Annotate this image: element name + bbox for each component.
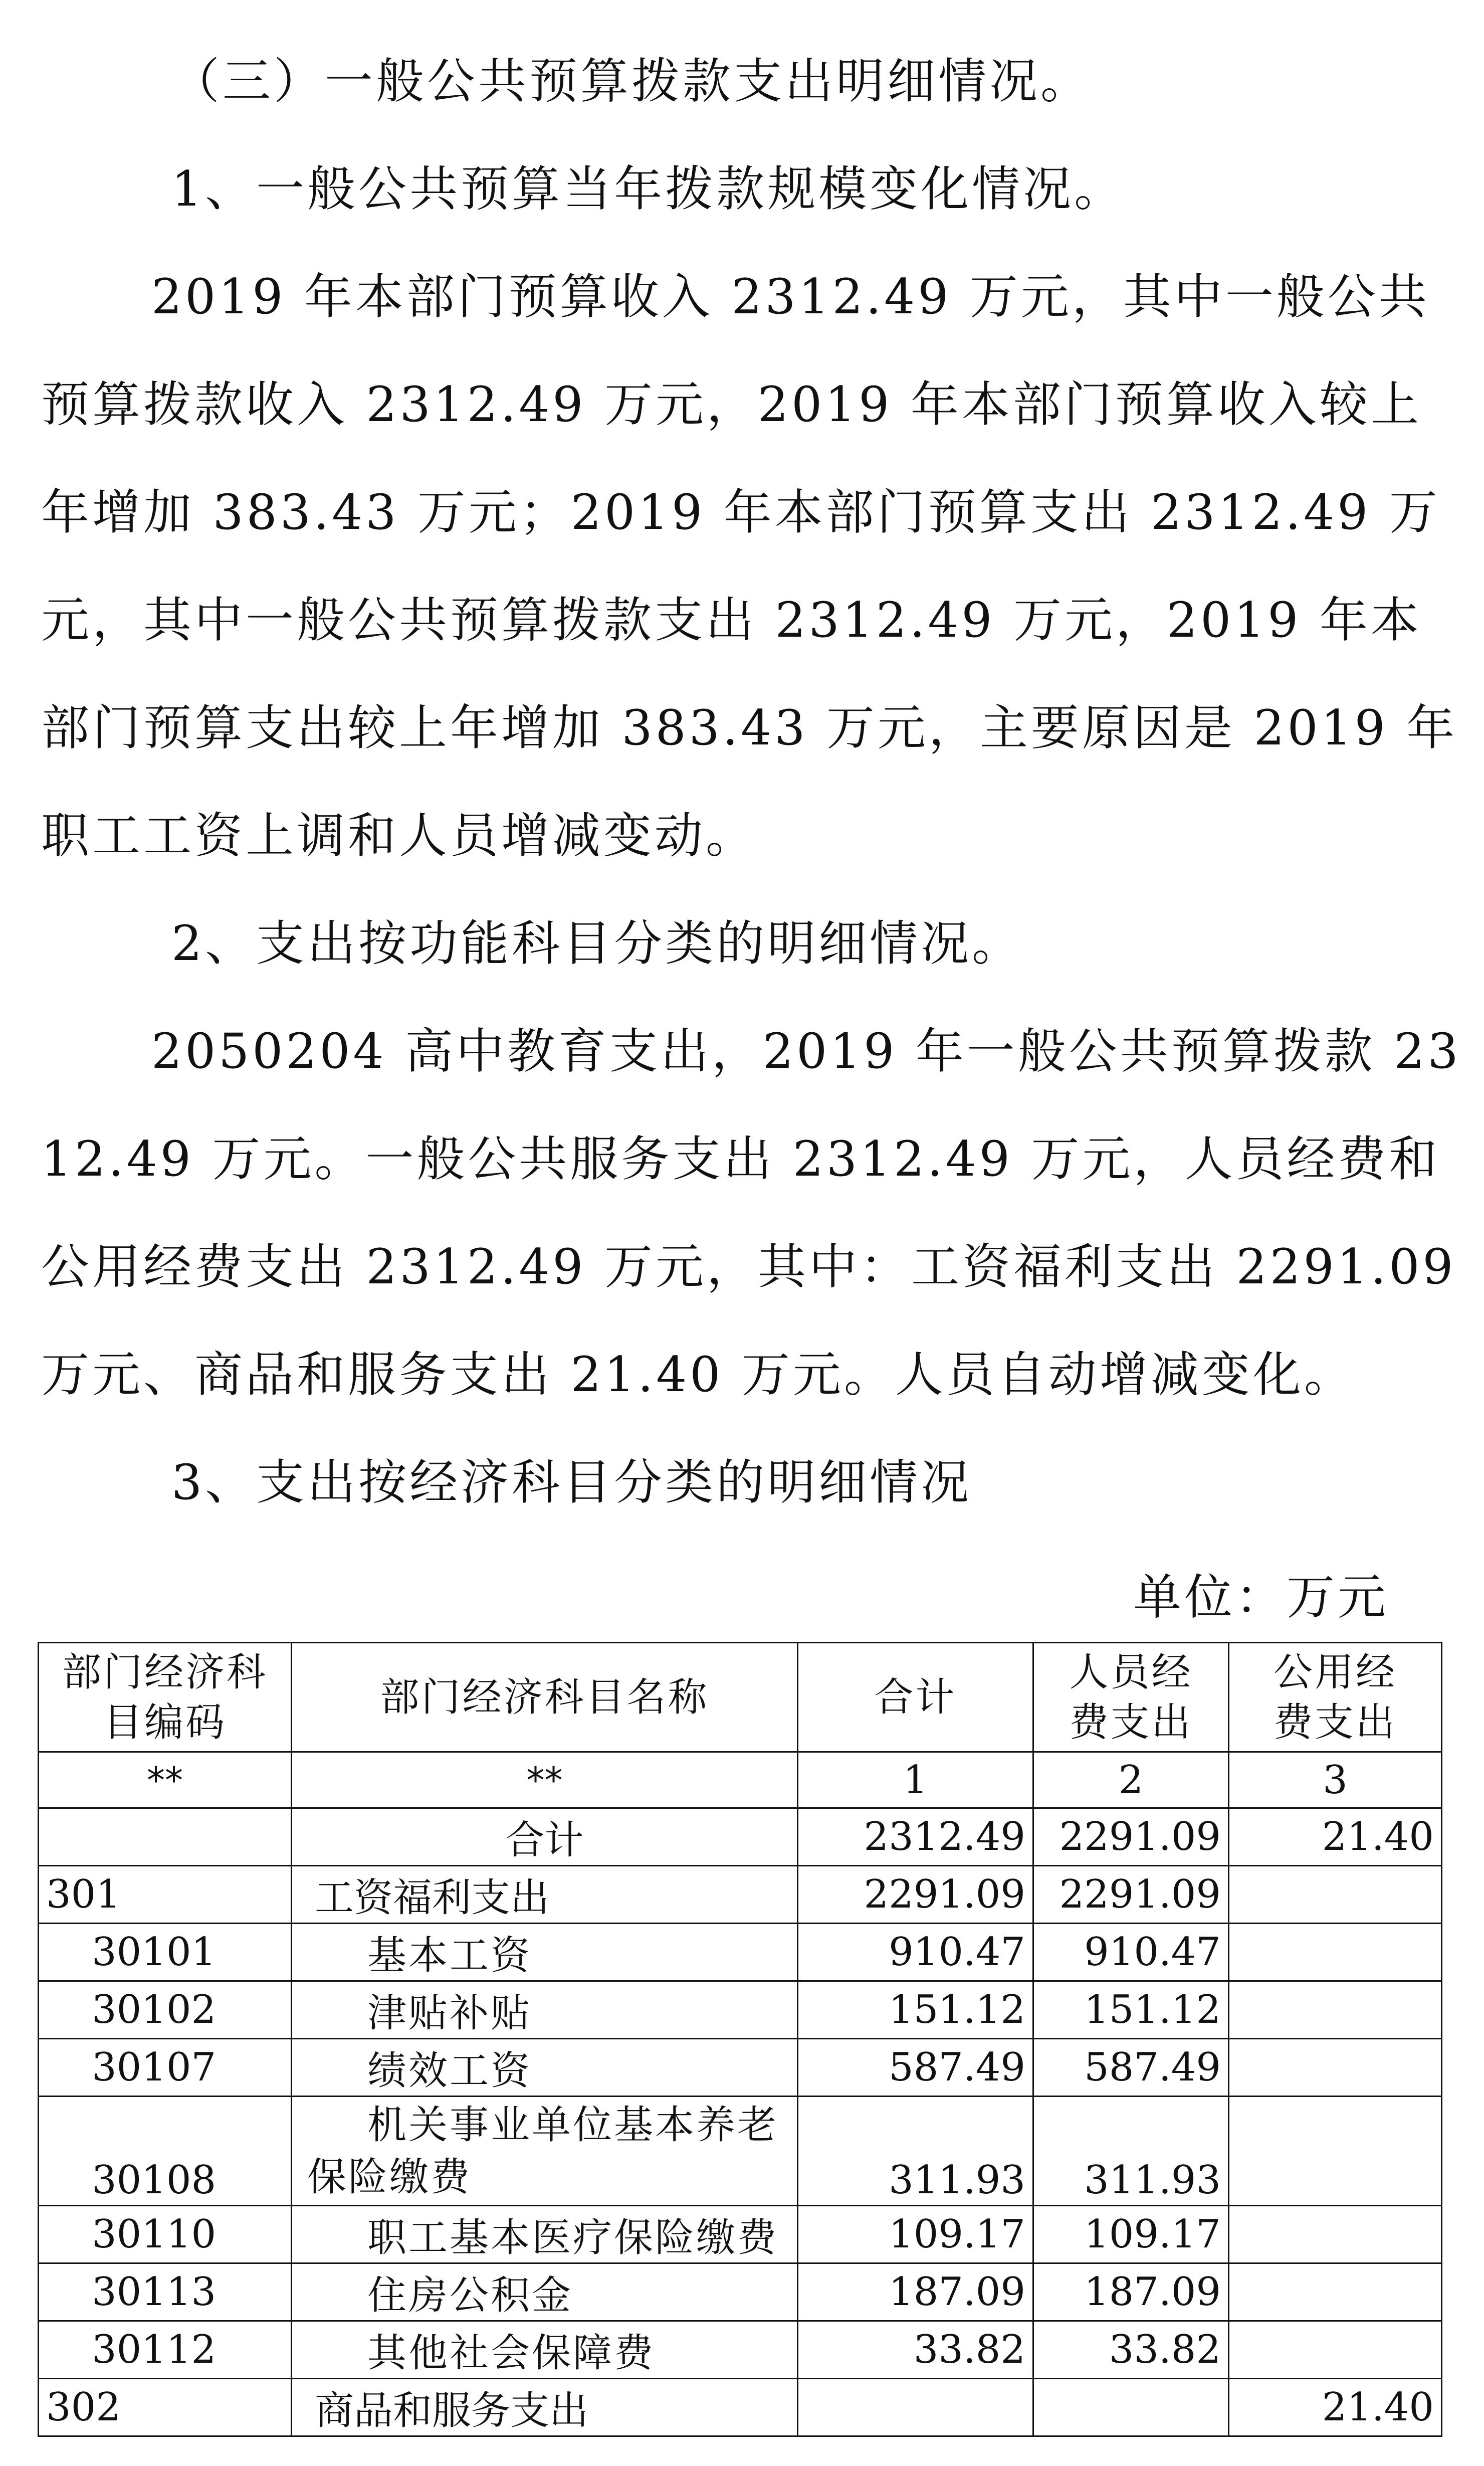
- row-code: 30113: [39, 2263, 292, 2321]
- row-name-line1: 机关事业单位基本养老: [367, 2102, 779, 2148]
- expenditure-table: [38, 1642, 1442, 2437]
- row-total: 311.93: [798, 2097, 1033, 2206]
- index-total: 1: [798, 1752, 1033, 1808]
- table-total-row: [39, 1808, 1442, 1866]
- row-public: 21.40: [1229, 2379, 1442, 2436]
- unit-label: 单位：万元: [1133, 1569, 1389, 1625]
- table-index-row: [39, 1752, 1442, 1808]
- row-personnel: 311.93: [1033, 2097, 1229, 2206]
- row-total: 910.47: [798, 1924, 1033, 1981]
- row-total: 187.09: [798, 2263, 1033, 2321]
- header-personnel-line1: 人员经: [1069, 1649, 1193, 1695]
- row-name: 津贴补贴: [292, 1981, 798, 2039]
- header-public-line1: 公用经: [1273, 1649, 1397, 1695]
- row-name: 商品和服务支出: [292, 2379, 798, 2436]
- table-header-row: [39, 1643, 1442, 1752]
- header-code-line2: 目编码: [103, 1699, 227, 1745]
- header-code: [39, 1643, 292, 1752]
- row-total: 151.12: [798, 1981, 1033, 2039]
- row-public: [1229, 1866, 1442, 1924]
- total-personnel: 2291.09: [1033, 1808, 1229, 1866]
- row-public: [1229, 2206, 1442, 2263]
- heading-1: 1、一般公共预算当年拨款规模变化情况。: [171, 161, 1126, 217]
- table-row: [39, 2263, 1442, 2321]
- total-total: 2312.49: [798, 1808, 1033, 1866]
- row-public: [1229, 2039, 1442, 2097]
- row-total: 2291.09: [798, 1866, 1033, 1924]
- row-code: 30112: [39, 2321, 292, 2379]
- row-name: 职工基本医疗保险缴费: [292, 2206, 798, 2263]
- header-name: 部门经济科目名称: [292, 1643, 798, 1752]
- row-name: [292, 2097, 798, 2206]
- row-total: 33.82: [798, 2321, 1033, 2379]
- row-public: [1229, 2097, 1442, 2206]
- total-code: [39, 1808, 292, 1866]
- table-row: [39, 1866, 1442, 1924]
- index-personnel: 2: [1033, 1752, 1229, 1808]
- row-name: 住房公积金: [292, 2263, 798, 2321]
- table-row: [39, 2321, 1442, 2379]
- row-name-line2: 保险缴费: [307, 2154, 472, 2200]
- paragraph-2: 2050204 高中教育支出，2019 年一般公共预算拨款 2312.49 万元。一般公共服务支出 2312.49 万元，人员经费和公用经费支出 2312.49 万元，其中：工资福利支出 2291.09 万元、商品和服务支出 21.40 万元。人员自动增减变化。: [41, 1023, 1461, 1403]
- table-row: [39, 2039, 1442, 2097]
- table-row: [39, 2097, 1442, 2206]
- heading-2: 2、支出按功能科目分类的明细情况。: [171, 915, 1023, 972]
- header-personnel-line2: 费支出: [1069, 1699, 1193, 1745]
- total-name: 合计: [292, 1808, 798, 1866]
- index-name: **: [292, 1752, 798, 1808]
- row-name: 基本工资: [292, 1924, 798, 1981]
- row-code: 30110: [39, 2206, 292, 2263]
- row-name: 绩效工资: [292, 2039, 798, 2097]
- total-public: 21.40: [1229, 1808, 1442, 1866]
- row-personnel: 109.17: [1033, 2206, 1229, 2263]
- table-row: [39, 1981, 1442, 2039]
- row-code: 30102: [39, 1981, 292, 2039]
- row-code: 30107: [39, 2039, 292, 2097]
- paragraph-1: 2019 年本部门预算收入 2312.49 万元，其中一般公共预算拨款收入 2312.49 万元，2019 年本部门预算收入较上年增加 383.43 万元；2019 年本部门预算支出 2312.49 万元，其中一般公共预算拨款支出 2312.49 万元，2019 年本部门预算支出较上年增加 383.43 万元，主要原因是 2019 年职工工资上调和人员增减变动。: [41, 269, 1458, 864]
- row-personnel: 151.12: [1033, 1981, 1229, 2039]
- header-public: [1229, 1643, 1442, 1752]
- row-name: 工资福利支出: [292, 1866, 798, 1924]
- row-public: [1229, 2321, 1442, 2379]
- row-personnel: [1033, 2379, 1229, 2436]
- table-row: [39, 1924, 1442, 1981]
- header-total: 合计: [798, 1643, 1033, 1752]
- row-public: [1229, 1924, 1442, 1981]
- row-public: [1229, 2263, 1442, 2321]
- row-personnel: 33.82: [1033, 2321, 1229, 2379]
- index-code: **: [39, 1752, 292, 1808]
- header-code-line1: 部门经济科: [62, 1649, 268, 1695]
- row-personnel: 2291.09: [1033, 1866, 1229, 1924]
- row-total: 587.49: [798, 2039, 1033, 2097]
- heading-3: 3、支出按经济科目分类的明细情况: [171, 1454, 972, 1510]
- row-personnel: 910.47: [1033, 1924, 1229, 1981]
- row-code: 30101: [39, 1924, 292, 1981]
- row-code: 302: [39, 2379, 292, 2436]
- row-personnel: 587.49: [1033, 2039, 1229, 2097]
- row-name: 其他社会保障费: [292, 2321, 798, 2379]
- row-public: [1229, 1981, 1442, 2039]
- row-code: 30108: [39, 2097, 292, 2206]
- header-public-line2: 费支出: [1273, 1699, 1397, 1745]
- table-row: [39, 2206, 1442, 2263]
- row-total: 109.17: [798, 2206, 1033, 2263]
- header-personnel: [1033, 1643, 1229, 1752]
- row-total: [798, 2379, 1033, 2436]
- table-row: [39, 2379, 1442, 2436]
- row-personnel: 187.09: [1033, 2263, 1229, 2321]
- index-public: 3: [1229, 1752, 1442, 1808]
- section-heading: （三）一般公共预算拨款支出明细情况。: [171, 53, 1092, 109]
- row-code: 301: [39, 1866, 292, 1924]
